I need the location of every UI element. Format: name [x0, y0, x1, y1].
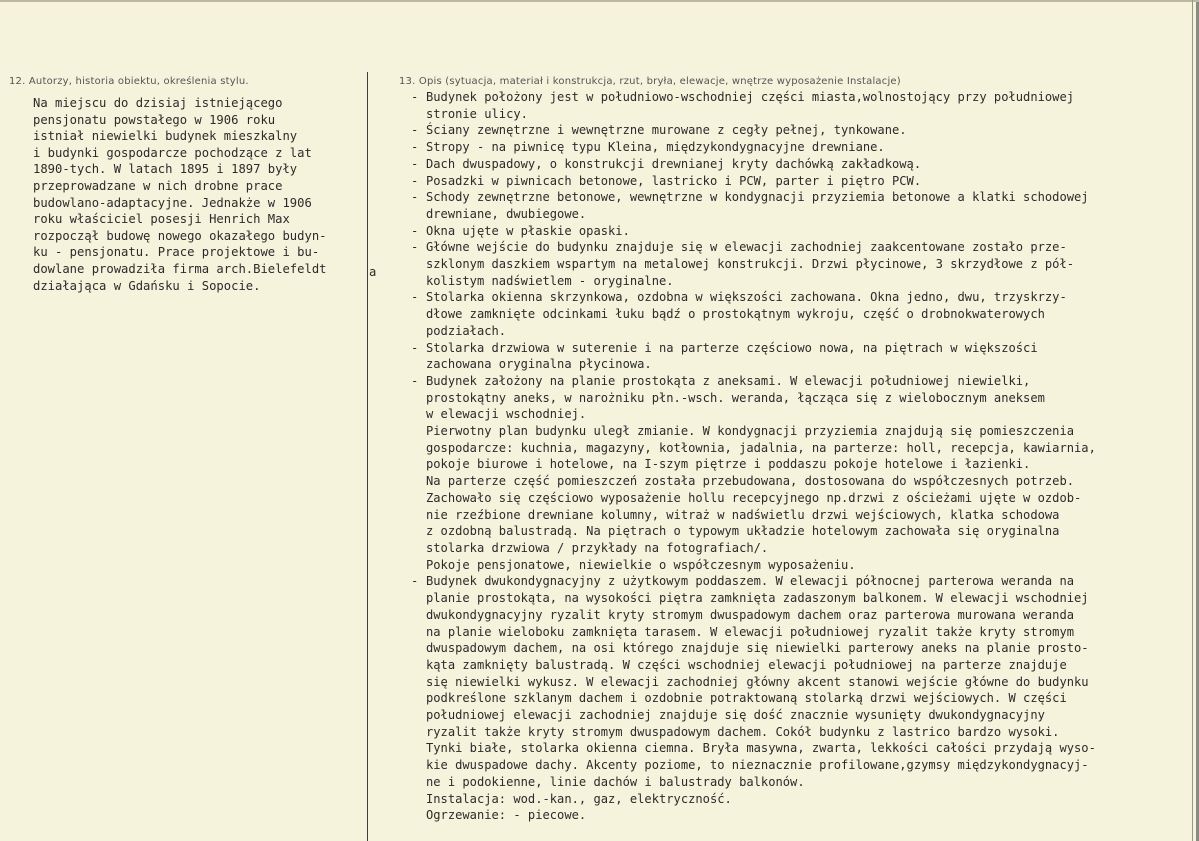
history-line: Na miejscu do dzisiaj istniejącego	[33, 96, 283, 110]
description-text	[411, 89, 1196, 824]
description-bullet-line	[411, 156, 1196, 173]
bullet-text: Główne wejście do budynku znajduje się w elewacji zachodniej zaakcentowane zostało prze-	[426, 240, 1067, 255]
history-line: budowlano-adaptacyjne. Jednakże w 1906	[33, 195, 312, 210]
description-line: kie dwuspadowe dachy. Akcenty poziome, to nieznacznie profilowane,gzymsy międzykondygnacyj-	[426, 758, 1089, 773]
bullet-dash: -	[411, 340, 419, 355]
bullet-dash: -	[411, 223, 419, 238]
history-line: istniał niewielki budynek mieszkalny	[33, 129, 298, 144]
bullet-dash: -	[411, 290, 419, 305]
bullet-dash: -	[411, 240, 419, 255]
bullet-dash: -	[411, 373, 419, 388]
description-line: pokoje biurowe i hotelowe, na I-szym piętrze i poddaszu pokoje hotelowe i łazienki.	[426, 457, 1031, 472]
description-line: stronie ulicy.	[426, 106, 528, 121]
description-line: południowej elewacji zachodniej znajduje się dość znacznie wysunięty dwukondygnacyjny	[426, 708, 1045, 723]
bullet-dash: -	[411, 190, 419, 205]
bullet-dash: -	[411, 90, 419, 104]
history-text	[33, 95, 363, 294]
description-line: szklonym daszkiem wspartym na metalowej konstrukcji. Drzwi płycinowe, 3 skrzydłowe z pół-	[426, 257, 1075, 272]
bullet-text: Dach dwuspadowy, o konstrukcji drewnianej kryty dachówką zakładkową.	[426, 156, 922, 171]
description-line: dwuspadowym dachem, na osi którego znajduje się niewielki parterowy aneks na planie prosto-	[426, 641, 1089, 656]
bullet-text: Budynek założony na planie prostokąta z aneksami. W elewacji południowej niewielki,	[426, 373, 1031, 388]
description-line: na planie wieloboku zamknięta tarasem. W elewacji południowej ryzalit także kryty stromym	[426, 624, 1075, 639]
bullet-text: Stolarka okienna skrzynkowa, ozdobna w większości zachowana. Okna jedno, dwu, trzyskrzy-	[426, 290, 1067, 305]
bullet-dash: -	[411, 173, 419, 188]
description-bullet-line	[411, 223, 1196, 240]
bullet-dash: -	[411, 574, 419, 589]
description-line: Instalacja: wod.-kan., gaz, elektryczność.	[426, 791, 732, 806]
description-line: stolarka drzwiowa / przykłady na fotografiach/.	[426, 540, 769, 555]
description-bullet-line	[411, 289, 1196, 306]
description-line: prostokątny aneks, w narożniku płn.-wsch. weranda, łącząca się z wielobocznym aneksem	[426, 390, 1045, 405]
description-line: Zachowało się częściowo wyposażenie hollu recepcyjnego np.drzwi z ościeżami ujęte w ozdob-	[426, 490, 1082, 505]
description-bullet-line	[411, 340, 1196, 357]
description-line: zachowana oryginalna płycinowa.	[426, 357, 652, 372]
description-line: kolistym nadświetlem - oryginalne.	[426, 273, 674, 288]
description-bullet-line	[411, 89, 1196, 106]
history-line: działająca w Gdańsku i Sopocie.	[33, 278, 261, 293]
column-divider	[367, 72, 368, 841]
description-line: podziałach.	[426, 323, 507, 338]
description-bullet-line	[411, 139, 1196, 156]
bullet-text: Budynek dwukondygnacyjny z użytkowym poddaszem. W elewacji północnej parterowa weranda na	[426, 574, 1075, 589]
bullet-text: Ściany zewnętrzne i wewnętrzne murowane z cegły pełnej, tynkowane.	[426, 123, 907, 138]
history-line: rozpoczął budowę nowego okazałego budyn-	[33, 228, 327, 243]
stray-character: a	[369, 265, 377, 279]
bullet-text: Okna ujęte w płaskie opaski.	[426, 223, 630, 238]
bullet-text: Schody zewnętrzne betonowe, wewnętrzne w kondygnacji przyziemia betonowe a klatki schodowej	[426, 190, 1089, 205]
description-line: podkreślone szklanym dachem i ozdobnie potraktowaną stolarką drzwi wejściowych. W części	[426, 691, 1067, 706]
section-13-header: 13. Opis (sytuacja, materiał i konstrukcja, rzut, bryła, elewacje, wnętrze wyposażenie Instalacje)	[399, 76, 901, 87]
description-line: dłowe zamknięte odcinkami łuku bądź o prostokątnym wykroju, część o drobnokwaterowych	[426, 307, 1045, 322]
description-line: ryzalit także kryty stromym dwuspadowym dachem. Cokół budynku z lastrico bardzo wysoki.	[426, 724, 1060, 739]
description-line: z ozdobną balustradą. Na piętrach o typowym układzie hotelowym zachowała się oryginalna	[426, 524, 1060, 539]
section-12-header: 12. Autorzy, historia obiektu, określenia stylu.	[9, 76, 249, 87]
description-bullet-line	[411, 373, 1196, 390]
bullet-text: Posadzki w piwnicach betonowe, lastricko i PCW, parter i piętro PCW.	[426, 173, 922, 188]
description-bullet-line	[411, 189, 1196, 206]
history-line: i budynki gospodarcze pochodzące z lat	[33, 145, 312, 160]
history-line: roku właściciel posesji Henrich Max	[33, 212, 290, 227]
description-line: Na parterze część pomieszczeń została przebudowana, dostosowana do współczesnych potrzeb.	[426, 474, 1075, 489]
description-line: ne i podokienne, linie dachów i balustrady balkonów.	[426, 774, 805, 789]
description-line: Pokoje pensjonatowe, niewielkie o współczesnym wyposażeniu.	[426, 557, 856, 572]
bullet-text: Budynek położony jest w południowo-wschodniej części miasta,wolnostojący przy południowej	[426, 90, 1075, 104]
history-line: przeprowadzane w nich drobne prace	[33, 178, 283, 193]
description-line: planie prostokąta, na wysokości piętra zamknięta zadaszonym balkonem. W elewacji wschodniej	[426, 591, 1089, 606]
history-line: dowlane prowadziła firma arch.Bielefeldt	[33, 261, 327, 276]
description-line: drewniane, dwubiegowe.	[426, 206, 587, 221]
description-line: Pierwotny plan budynku uległ zmianie. W kondygnacji przyziemia znajdują się pomieszczenia	[426, 424, 1075, 439]
description-line: nie rzeźbione drewniane kolumny, witraż w nadświetlu drzwi wejściowych, klatka schodowa	[426, 507, 1060, 522]
description-bullet-line	[411, 173, 1196, 190]
description-bullet-line	[411, 239, 1196, 256]
history-line: pensjonatu powstałego w 1906 roku	[33, 112, 276, 127]
description-bullet-line	[411, 573, 1196, 590]
history-line: 1890-tych. W latach 1895 i 1897 były	[33, 162, 298, 177]
description-line: w elewacji wschodniej.	[426, 407, 587, 422]
bullet-dash: -	[411, 123, 419, 138]
description-bullet-line	[411, 122, 1196, 139]
description-line: dwukondygnacyjny ryzalit kryty stromym dwuspadowym dachem oraz parterowa murowana weranda	[426, 607, 1075, 622]
top-rule	[0, 0, 1199, 2]
description-line: kąta zamknięty balustradą. W części wschodniej elewacji południowej na parterze znajduje	[426, 657, 1067, 672]
description-line: się niewielki wykusz. W elewacji zachodniej główny akcent stanowi wejście główne do budynku	[426, 674, 1089, 689]
bullet-dash: -	[411, 156, 419, 171]
bullet-text: Stropy - na piwnicę typu Kleina, międzykondygnacyjne drewniane.	[426, 140, 885, 155]
bullet-dash: -	[411, 140, 419, 155]
description-line: gospodarcze: kuchnia, magazyny, kotłownia, jadalnia, na parterze: holl, recepcja, kawiarnia,	[426, 440, 1096, 455]
description-line: Tynki białe, stolarka okienna ciemna. Bryła masywna, zwarta, lekkości całości przydają wyso-	[426, 741, 1096, 756]
description-line: Ogrzewanie: - piecowe.	[426, 808, 587, 823]
history-line: ku - pensjonatu. Prace projektowe i bu-	[33, 245, 320, 260]
bullet-text: Stolarka drzwiowa w suterenie i na parterze częściowo nowa, na piętrach w większości	[426, 340, 1038, 355]
